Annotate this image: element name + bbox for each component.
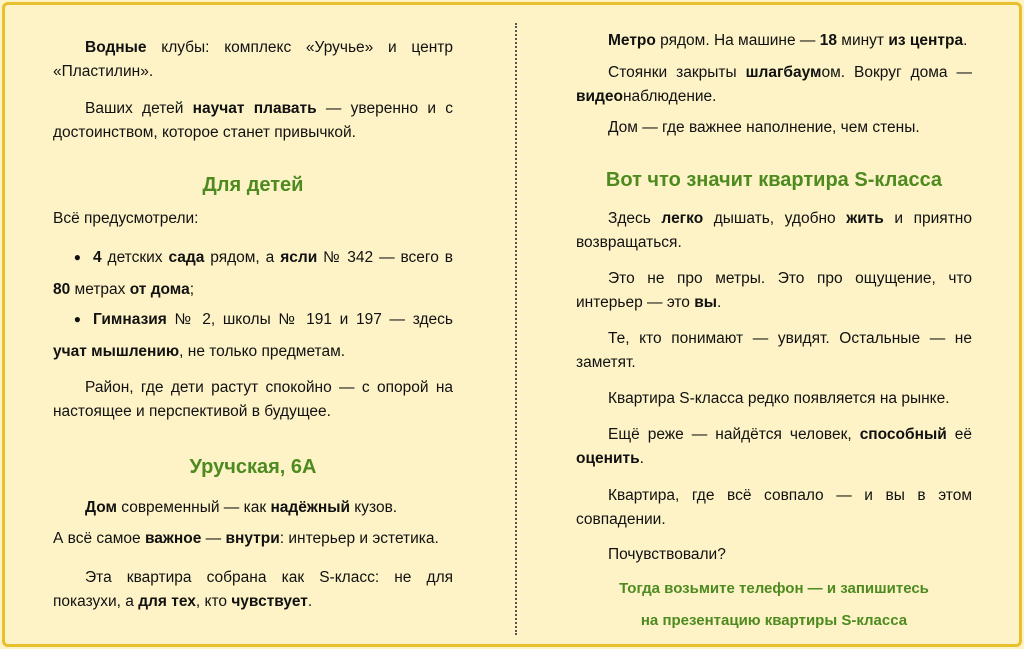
water-clubs-paragraph: Водные клубы: комплекс «Уручье» и центр «Пластилин». (53, 39, 453, 80)
rare-paragraph: Квартира S-класса редко появляется на рынке. (608, 390, 950, 407)
kids-heading: Для детей (202, 174, 304, 196)
match-paragraph: Квартира, где всё совпало — и вы в этом совпадении. (576, 487, 972, 528)
cta-line-2: на презентацию квартиры S-класса (640, 612, 908, 629)
kindergarten-bullet: ● 4 детских сада рядом, а ясли № 342 — всего в 80 метрах от дома; (53, 241, 453, 306)
provided-paragraph: Всё предусмотрели: (53, 210, 199, 227)
bullet-icon: ● (73, 250, 81, 264)
cta-line-1: Тогда возьмите телефон — и запишитесь (619, 580, 929, 597)
district-paragraph: Район, где дети растут спокойно — с опорой на настоящее и перспективой в будущее. (53, 379, 453, 420)
swimming-paragraph: Ваших детей научат плавать — уверенно и с достоинством, которое станет привычкой. (53, 100, 453, 141)
inside-paragraph: А всё самое важное — внутри: интерьер и эстетика. (53, 530, 439, 547)
breathe-paragraph: Здесь легко дышать, удобно жить и приятно возвращаться. (576, 210, 972, 251)
understand-paragraph: Те, кто понимают — увидят. Остальные — не заметят. (576, 330, 972, 371)
school-bullet: ● Гимназия № 2, школы № 191 и 197 — здесь учат мышлению, не только предметам. (53, 303, 453, 368)
s-class-heading: Вот что значит квартира S-класса (605, 169, 943, 191)
page-frame (2, 2, 1022, 647)
metro-paragraph: Метро рядом. На машине — 18 минут из центра. (608, 32, 968, 49)
parking-paragraph: Стоянки закрыты шлагбаумом. Вокруг дома — видеонаблюдение. (576, 64, 972, 105)
bullet-icon: ● (73, 312, 81, 326)
column-divider (515, 23, 517, 635)
s-class-paragraph: Эта квартира собрана как S-класс: не для показухи, а для тех, кто чувствует. (53, 569, 453, 610)
feeling-paragraph: Это не про метры. Это про ощущение, что интерьер — это вы. (576, 270, 972, 311)
address-heading: Уручская, 6А (189, 456, 317, 478)
home-paragraph: Дом — где важнее наполнение, чем стены. (608, 119, 920, 136)
appreciate-paragraph: Ещё реже — найдётся человек, способный её оценить. (576, 426, 972, 467)
house-paragraph: Дом современный — как надёжный кузов. (85, 499, 398, 516)
felt-paragraph: Почувствовали? (608, 546, 726, 563)
